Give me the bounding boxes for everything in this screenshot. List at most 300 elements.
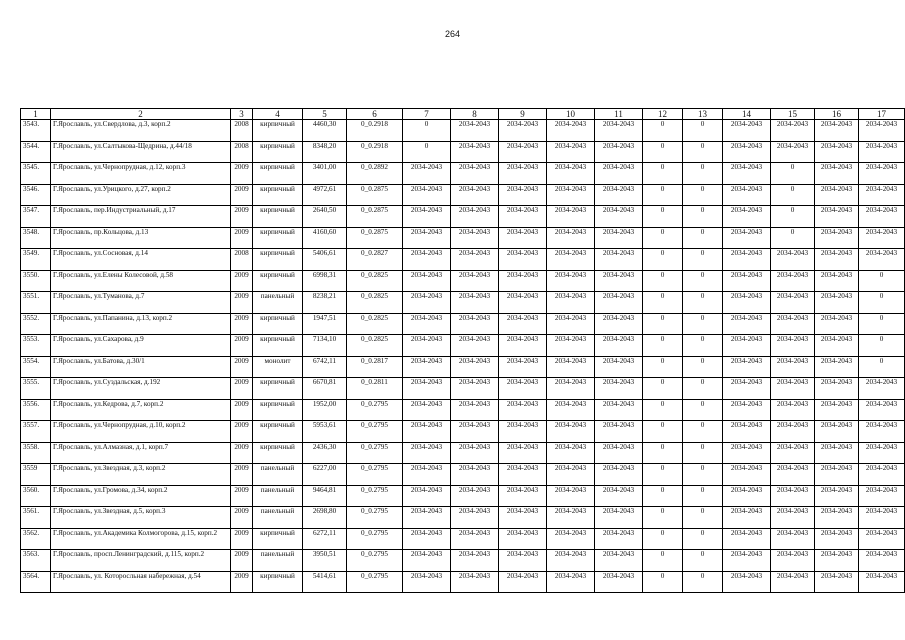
table-cell: 2034-2043 (403, 249, 451, 271)
table-cell: 2034-2043 (723, 163, 771, 185)
table-cell: 2034-2043 (403, 227, 451, 249)
table-cell: кирпичный (253, 399, 303, 421)
table-row (21, 421, 905, 443)
table-cell: 2034-2043 (771, 421, 815, 443)
table-cell: 2034-2043 (595, 141, 643, 163)
row-number-cell: 3560. (21, 485, 51, 507)
table-cell: 0 (683, 442, 723, 464)
table-cell: 2034-2043 (815, 442, 859, 464)
table-cell: 0 (683, 120, 723, 142)
table-cell: кирпичный (253, 313, 303, 335)
table-cell: 0 (859, 292, 905, 314)
table-cell: 2034-2043 (547, 292, 595, 314)
table-cell: 2034-2043 (595, 550, 643, 572)
table-cell: панельный (253, 464, 303, 486)
table-cell: кирпичный (253, 206, 303, 228)
address-cell: Г.Ярославль, ул.Свердлова, д.3, корп.2 (51, 120, 231, 142)
table-cell: 2034-2043 (403, 528, 451, 550)
column-header: 16 (815, 109, 859, 120)
table-cell: 2009 (231, 356, 253, 378)
address-cell: Г.Ярославль, пр.Кольцова, д.13 (51, 227, 231, 249)
table-cell: 2009 (231, 163, 253, 185)
table-cell: 2034-2043 (723, 249, 771, 271)
table-cell: 6227,00 (303, 464, 347, 486)
table-row (21, 227, 905, 249)
table-cell: 0 (859, 313, 905, 335)
table-cell: 2034-2043 (815, 141, 859, 163)
table-cell: 2009 (231, 270, 253, 292)
address-cell: Г.Ярославль, ул.Громова, д.34, корп.2 (51, 485, 231, 507)
table-cell: 2034-2043 (815, 550, 859, 572)
table-cell: 0 (643, 550, 683, 572)
table-row (21, 184, 905, 206)
table-cell: 2034-2043 (815, 270, 859, 292)
table-cell: 2034-2043 (451, 399, 499, 421)
table-cell: 2034-2043 (859, 120, 905, 142)
table-row (21, 206, 905, 228)
table-cell: 5953,61 (303, 421, 347, 443)
table-cell: 2034-2043 (451, 184, 499, 206)
column-header: 15 (771, 109, 815, 120)
table-cell: 2034-2043 (451, 227, 499, 249)
table-cell: 0 (683, 485, 723, 507)
table-cell: 0 (683, 421, 723, 443)
table-row (21, 399, 905, 421)
table-cell: 2034-2043 (723, 206, 771, 228)
table-cell: 0 (643, 442, 683, 464)
table-cell: 2034-2043 (859, 421, 905, 443)
table-cell: 2034-2043 (451, 507, 499, 529)
table-row (21, 249, 905, 271)
table-cell: 2034-2043 (595, 163, 643, 185)
table-cell: 2034-2043 (859, 227, 905, 249)
table-cell: 2009 (231, 335, 253, 357)
row-number-cell: 3564. (21, 571, 51, 593)
table-cell: 2034-2043 (723, 270, 771, 292)
table-cell: 0_0.2795 (347, 442, 403, 464)
table-cell: монолит (253, 356, 303, 378)
table-cell: 2034-2043 (815, 528, 859, 550)
address-cell: Г.Ярославль, ул.Елены Колесовой, д.58 (51, 270, 231, 292)
address-cell: Г.Ярославль, ул.Суздальская, д.192 (51, 378, 231, 400)
row-number-cell: 3557. (21, 421, 51, 443)
row-number-cell: 3551. (21, 292, 51, 314)
table-cell: 2034-2043 (771, 464, 815, 486)
table-row (21, 550, 905, 572)
table-cell: 2034-2043 (499, 120, 547, 142)
table-cell: 2034-2043 (815, 249, 859, 271)
table-cell: 2034-2043 (451, 270, 499, 292)
table-cell: 9464,81 (303, 485, 347, 507)
table-cell: 2034-2043 (815, 313, 859, 335)
table-cell: 6742,11 (303, 356, 347, 378)
table-cell: 0 (683, 378, 723, 400)
address-cell: Г.Ярославль, просп.Ленинградский, д.115, корп.2 (51, 550, 231, 572)
table-cell: 2034-2043 (723, 313, 771, 335)
table-cell: 2034-2043 (859, 141, 905, 163)
table-cell: 2034-2043 (815, 206, 859, 228)
table-cell: 2034-2043 (403, 507, 451, 529)
table-cell: 2034-2043 (815, 356, 859, 378)
table-cell: 2034-2043 (547, 227, 595, 249)
table-cell: 2034-2043 (595, 421, 643, 443)
table-cell: 2034-2043 (499, 184, 547, 206)
address-cell: Г.Ярославль, ул.Сосновая, д.14 (51, 249, 231, 271)
table-cell: 2034-2043 (403, 571, 451, 593)
table-cell: 0 (643, 399, 683, 421)
address-cell: Г.Ярославль, ул.Алмазная, д.1, корп.7 (51, 442, 231, 464)
table-cell: 2034-2043 (771, 528, 815, 550)
table-cell: 2034-2043 (595, 528, 643, 550)
table-cell: 2034-2043 (723, 550, 771, 572)
table-cell: кирпичный (253, 120, 303, 142)
table-cell: 2034-2043 (723, 227, 771, 249)
row-number-cell: 3545. (21, 163, 51, 185)
table-cell: 2034-2043 (595, 571, 643, 593)
table-cell: 2008 (231, 120, 253, 142)
table-cell: 2034-2043 (451, 141, 499, 163)
table-cell: 2034-2043 (499, 442, 547, 464)
row-number-cell: 3553. (21, 335, 51, 357)
column-header: 8 (451, 109, 499, 120)
table-cell: 2034-2043 (499, 421, 547, 443)
table-cell: 2034-2043 (451, 378, 499, 400)
table-cell: 2009 (231, 421, 253, 443)
table-cell: 0_0.2795 (347, 485, 403, 507)
table-cell: 2034-2043 (499, 313, 547, 335)
address-cell: Г.Ярославль, ул.Туманова, д.7 (51, 292, 231, 314)
table-row (21, 313, 905, 335)
table-cell: 0 (643, 227, 683, 249)
row-number-cell: 3558. (21, 442, 51, 464)
column-header: 4 (253, 109, 303, 120)
table-cell: 2034-2043 (815, 120, 859, 142)
table-cell: 0 (683, 507, 723, 529)
table-cell: 2034-2043 (723, 292, 771, 314)
table-cell: 2034-2043 (771, 120, 815, 142)
table-cell: 0 (683, 550, 723, 572)
table-cell: 2034-2043 (403, 421, 451, 443)
table-cell: 2034-2043 (595, 249, 643, 271)
table-cell: 2034-2043 (859, 206, 905, 228)
table-cell: 2034-2043 (499, 485, 547, 507)
table-cell: 2034-2043 (595, 227, 643, 249)
table-cell: 2034-2043 (595, 485, 643, 507)
address-cell: Г.Ярославль, ул.Звездная, д.3, корп.2 (51, 464, 231, 486)
table-cell: 2009 (231, 184, 253, 206)
table-cell: 2034-2043 (403, 206, 451, 228)
table-cell: 2034-2043 (595, 399, 643, 421)
column-header: 7 (403, 109, 451, 120)
table-cell: 2034-2043 (723, 571, 771, 593)
table-cell: 0 (771, 227, 815, 249)
table-cell: 0 (643, 120, 683, 142)
table-cell: 2034-2043 (815, 464, 859, 486)
table-cell: 2034-2043 (859, 442, 905, 464)
address-cell: Г.Ярославль, ул.Академика Колмогорова, д.15, корп.2 (51, 528, 231, 550)
table-cell: 6670,81 (303, 378, 347, 400)
table-cell: 2034-2043 (815, 421, 859, 443)
row-number-cell: 3546. (21, 184, 51, 206)
table-cell: 2034-2043 (547, 313, 595, 335)
address-cell: Г.Ярославль, ул.Кедрова, д.7, корп.2 (51, 399, 231, 421)
table-cell: 2034-2043 (771, 292, 815, 314)
table-cell: 4160,60 (303, 227, 347, 249)
table-cell: 2034-2043 (815, 163, 859, 185)
table-cell: 8238,21 (303, 292, 347, 314)
table-cell: 0_0.2795 (347, 507, 403, 529)
table-cell: 2034-2043 (499, 335, 547, 357)
table-cell: 2034-2043 (771, 356, 815, 378)
table-cell: 0_0.2825 (347, 313, 403, 335)
address-cell: Г.Ярославль, ул.Чернопрудная, д.10, корп.2 (51, 421, 231, 443)
table-cell: 2034-2043 (547, 571, 595, 593)
table-cell: 0 (859, 356, 905, 378)
column-header: 12 (643, 109, 683, 120)
table-cell: 0 (643, 507, 683, 529)
table-cell: 2034-2043 (595, 270, 643, 292)
table-cell: 2034-2043 (859, 378, 905, 400)
address-cell: Г.Ярославль, ул.Урицкого, д.27, корп.2 (51, 184, 231, 206)
table-cell: 0 (643, 141, 683, 163)
table-cell: 2034-2043 (815, 335, 859, 357)
table-cell: 2034-2043 (771, 442, 815, 464)
table-cell: 2034-2043 (451, 335, 499, 357)
table-cell: 0 (683, 528, 723, 550)
row-number-cell: 3562. (21, 528, 51, 550)
table-cell: 2034-2043 (815, 507, 859, 529)
table-cell: 0 (403, 120, 451, 142)
table-cell: 3950,51 (303, 550, 347, 572)
table-cell: 2034-2043 (595, 356, 643, 378)
table-cell: 2034-2043 (499, 163, 547, 185)
table-cell: 0_0.2825 (347, 270, 403, 292)
table-cell: 2034-2043 (403, 485, 451, 507)
table-cell: 2034-2043 (771, 249, 815, 271)
table-cell: 8348,20 (303, 141, 347, 163)
table-cell: 0 (643, 313, 683, 335)
column-header: 3 (231, 109, 253, 120)
table-cell: 2034-2043 (723, 356, 771, 378)
column-header: 14 (723, 109, 771, 120)
table-cell: 0_0.2795 (347, 550, 403, 572)
table-cell: 2034-2043 (815, 571, 859, 593)
table-cell: кирпичный (253, 141, 303, 163)
table-cell: 2034-2043 (771, 550, 815, 572)
table-cell: 2034-2043 (771, 270, 815, 292)
table-cell: 0 (771, 163, 815, 185)
table-cell: 0_0.2825 (347, 292, 403, 314)
column-header: 11 (595, 109, 643, 120)
table-cell: 2034-2043 (595, 206, 643, 228)
table-cell: 2034-2043 (547, 528, 595, 550)
table-cell: 2034-2043 (403, 335, 451, 357)
table-cell: 2034-2043 (547, 485, 595, 507)
row-number-cell: 3548. (21, 227, 51, 249)
table-cell: 2009 (231, 378, 253, 400)
table-cell: 2009 (231, 292, 253, 314)
table-cell: 2034-2043 (815, 399, 859, 421)
table-cell: 2034-2043 (499, 292, 547, 314)
table-cell: 0_0.2875 (347, 184, 403, 206)
table-cell: 0 (643, 378, 683, 400)
table-cell: 2034-2043 (547, 356, 595, 378)
table-cell: 0 (643, 571, 683, 593)
table-cell: 2034-2043 (815, 485, 859, 507)
table-cell: 2034-2043 (815, 292, 859, 314)
table-cell: 2034-2043 (723, 335, 771, 357)
table-cell: 2034-2043 (723, 141, 771, 163)
table-cell: 2034-2043 (723, 528, 771, 550)
address-cell: Г.Ярославль, ул. Которосльная набережная, д.54 (51, 571, 231, 593)
table-cell: 0 (683, 249, 723, 271)
table-cell: 7134,10 (303, 335, 347, 357)
table-cell: 2034-2043 (723, 184, 771, 206)
table-cell: 2034-2043 (451, 528, 499, 550)
table-cell: 2034-2043 (451, 249, 499, 271)
table-cell: 0 (771, 184, 815, 206)
table-cell: 2034-2043 (595, 464, 643, 486)
table-cell: 2034-2043 (499, 399, 547, 421)
table-cell: 0 (683, 292, 723, 314)
table-cell: 2034-2043 (815, 378, 859, 400)
address-cell: Г.Ярославль, пер.Индустриальный, д.17 (51, 206, 231, 228)
table-cell: 2034-2043 (815, 184, 859, 206)
table-cell: 0 (683, 227, 723, 249)
table-cell: 0 (683, 571, 723, 593)
table-cell: 2034-2043 (595, 335, 643, 357)
table-cell: 2034-2043 (547, 378, 595, 400)
table-cell: 2034-2043 (547, 270, 595, 292)
table-cell: 0 (643, 356, 683, 378)
table-cell: 2034-2043 (451, 313, 499, 335)
table-cell: 2009 (231, 485, 253, 507)
column-header: 13 (683, 109, 723, 120)
table-cell: 2034-2043 (451, 421, 499, 443)
table-cell: 2034-2043 (499, 378, 547, 400)
table-cell: 2034-2043 (771, 571, 815, 593)
table-cell: 2009 (231, 507, 253, 529)
table-cell: 2034-2043 (723, 507, 771, 529)
table-cell: кирпичный (253, 421, 303, 443)
table-cell: 1947,51 (303, 313, 347, 335)
table-cell: 2034-2043 (547, 184, 595, 206)
table-cell: 4972,61 (303, 184, 347, 206)
table-cell: 2436,30 (303, 442, 347, 464)
table-cell: 2034-2043 (499, 571, 547, 593)
table-cell: 6272,11 (303, 528, 347, 550)
table-cell: 2640,50 (303, 206, 347, 228)
column-header: 1 (21, 109, 51, 120)
table-cell: 0 (643, 528, 683, 550)
table-cell: 2034-2043 (723, 485, 771, 507)
table-cell: 2034-2043 (595, 120, 643, 142)
table-cell: 2034-2043 (771, 335, 815, 357)
table-cell: 2034-2043 (723, 378, 771, 400)
table-cell: 5414,61 (303, 571, 347, 593)
row-number-cell: 3563. (21, 550, 51, 572)
table-cell: 0 (683, 206, 723, 228)
table-cell: 2034-2043 (859, 571, 905, 593)
table-cell: 0 (643, 464, 683, 486)
table-cell: 2034-2043 (499, 249, 547, 271)
table-cell: 2034-2043 (547, 464, 595, 486)
table-cell: кирпичный (253, 249, 303, 271)
table-cell: 0 (683, 270, 723, 292)
table-cell: 2034-2043 (403, 399, 451, 421)
table-cell: 2034-2043 (547, 507, 595, 529)
table-body (21, 120, 905, 593)
table-cell: панельный (253, 485, 303, 507)
table-cell: 2008 (231, 141, 253, 163)
row-number-cell: 3555. (21, 378, 51, 400)
table-cell: 2034-2043 (859, 485, 905, 507)
row-number-cell: 3559 (21, 464, 51, 486)
table-cell: кирпичный (253, 378, 303, 400)
table-cell: 2034-2043 (499, 464, 547, 486)
table-cell: 2034-2043 (859, 464, 905, 486)
row-number-cell: 3561. (21, 507, 51, 529)
table-cell: 0 (643, 335, 683, 357)
table-cell: 2034-2043 (403, 550, 451, 572)
table-cell: 0 (643, 270, 683, 292)
table-cell: 2009 (231, 550, 253, 572)
table-cell: 0 (683, 464, 723, 486)
table-cell: 2009 (231, 571, 253, 593)
table-cell: 0_0.2795 (347, 399, 403, 421)
table-cell: 0 (643, 184, 683, 206)
table-cell: 0_0.2795 (347, 421, 403, 443)
column-header: 6 (347, 109, 403, 120)
table-cell: кирпичный (253, 528, 303, 550)
table-cell: 2034-2043 (723, 120, 771, 142)
table-cell: 2034-2043 (859, 163, 905, 185)
table-cell: 2034-2043 (723, 399, 771, 421)
table-cell: 2009 (231, 528, 253, 550)
table-cell: кирпичный (253, 571, 303, 593)
table-row (21, 270, 905, 292)
row-number-cell: 3554. (21, 356, 51, 378)
table-cell: 2034-2043 (547, 141, 595, 163)
table-row (21, 378, 905, 400)
table-cell: 6998,31 (303, 270, 347, 292)
table-cell: 2009 (231, 464, 253, 486)
table-cell: 2034-2043 (723, 464, 771, 486)
address-cell: Г.Ярославль, ул.Чернопрудная, д.12, корп.3 (51, 163, 231, 185)
table-cell: 0 (683, 184, 723, 206)
column-header: 17 (859, 109, 905, 120)
table-cell: 2034-2043 (403, 163, 451, 185)
table-row (21, 442, 905, 464)
table-cell: 0_0.2825 (347, 335, 403, 357)
table-cell: 0_0.2795 (347, 571, 403, 593)
table-cell: 2034-2043 (451, 163, 499, 185)
table-cell: 2034-2043 (595, 442, 643, 464)
table-row (21, 464, 905, 486)
row-number-cell: 3544. (21, 141, 51, 163)
table-cell: 2698,80 (303, 507, 347, 529)
table-cell: 0 (643, 206, 683, 228)
table-cell: 2034-2043 (595, 292, 643, 314)
table-cell: 2009 (231, 442, 253, 464)
address-cell: Г.Ярославль, ул.Батова, д.30/1 (51, 356, 231, 378)
table-cell: 0 (859, 270, 905, 292)
table-cell: 2034-2043 (403, 292, 451, 314)
table-row (21, 163, 905, 185)
table-cell: 0_0.2795 (347, 528, 403, 550)
table-row (21, 528, 905, 550)
table-cell: 2034-2043 (403, 464, 451, 486)
